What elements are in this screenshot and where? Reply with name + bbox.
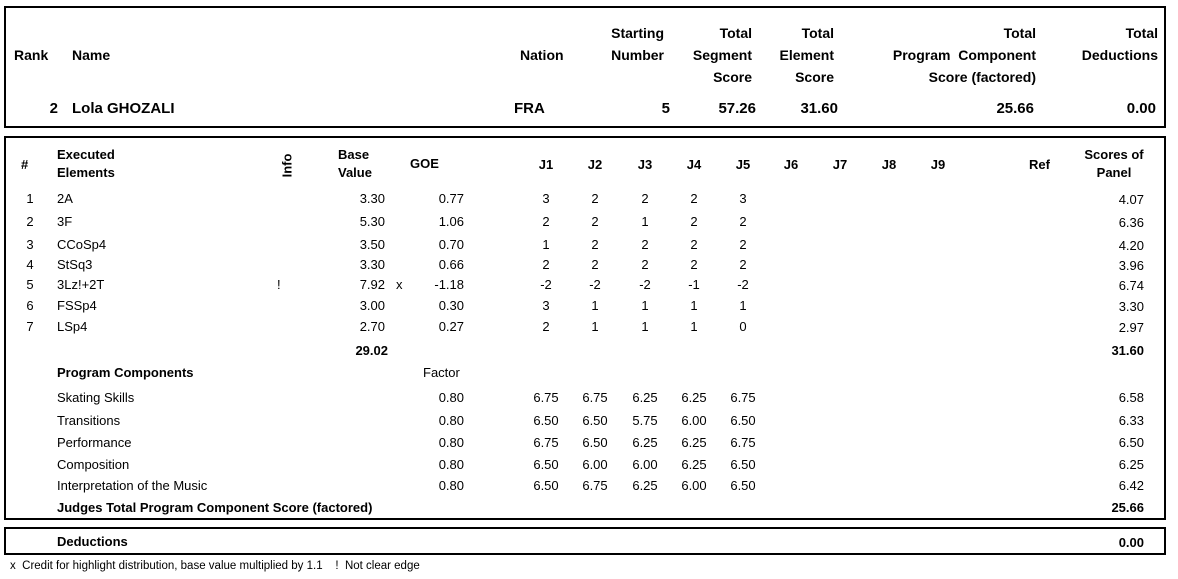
element-number: 1 [26, 191, 34, 206]
component-judge-score: 6.50 [730, 413, 756, 428]
element-panel-score: 6.74 [1118, 278, 1144, 293]
component-judge-score: 6.50 [533, 413, 559, 428]
elements-score-total: 31.60 [1111, 343, 1144, 358]
deductions-label: Deductions [57, 534, 128, 549]
judges-total-pcs-label: Judges Total Program Component Score (factored) [57, 500, 373, 515]
deductions-value: 0.00 [1118, 535, 1144, 550]
component-factor: 0.80 [438, 435, 464, 450]
element-goe: 0.77 [438, 191, 464, 206]
element-panel-score: 2.97 [1118, 320, 1144, 335]
element-goe: 0.30 [438, 298, 464, 313]
element-x-marker: x [396, 277, 403, 292]
element-judge-score: 1 [591, 319, 599, 334]
element-judge-score: 2 [739, 237, 747, 252]
skater-name: Lola GHOZALI [72, 100, 175, 117]
component-judge-score: 6.50 [533, 478, 559, 493]
element-judge-score: 1 [641, 214, 649, 229]
nation-label: Nation [520, 47, 564, 63]
element-judge-score: 3 [739, 191, 747, 206]
deductions-box [4, 527, 1166, 555]
total-deductions-label: Total Deductions [1081, 25, 1158, 63]
element-base-value: 3.00 [359, 298, 385, 313]
element-judge-score: 2 [591, 191, 599, 206]
element-judge-score: 2 [591, 237, 599, 252]
component-judge-score: 6.00 [681, 413, 707, 428]
component-judge-score: 6.25 [632, 478, 658, 493]
element-judge-score: 2 [641, 237, 649, 252]
element-judge-score: 1 [641, 298, 649, 313]
judge-header-3: J3 [637, 157, 653, 172]
element-goe: 0.66 [438, 257, 464, 272]
component-factor: 0.80 [438, 457, 464, 472]
component-judge-score: 6.50 [582, 435, 608, 450]
judge-header-6: J6 [783, 157, 799, 172]
total-element-score-label: Total Element Score [779, 25, 834, 85]
element-name: 3Lz!+2T [57, 277, 105, 292]
element-judge-score: -2 [589, 277, 601, 292]
component-name: Performance [57, 435, 132, 450]
element-judge-score: 1 [739, 298, 747, 313]
element-judge-score: 1 [690, 298, 698, 313]
element-base-value: 3.50 [359, 237, 385, 252]
name-label: Name [72, 47, 111, 63]
total-deductions: 0.00 [1126, 100, 1156, 117]
component-judge-score: 6.50 [533, 457, 559, 472]
element-judge-score: 1 [690, 319, 698, 334]
score-details-box [4, 136, 1166, 520]
component-judge-score: 6.50 [730, 478, 756, 493]
element-goe: 1.06 [438, 214, 464, 229]
judge-header-4: J4 [686, 157, 702, 172]
component-name: Skating Skills [57, 390, 135, 405]
starting-number-label: Starting Number [611, 25, 664, 63]
skater-nation: FRA [514, 100, 545, 117]
component-judge-score: 6.25 [632, 435, 658, 450]
component-factor: 0.80 [438, 478, 464, 493]
scores-of-panel-header: Scores of Panel [1084, 147, 1144, 180]
total-pcs: 25.66 [996, 100, 1034, 117]
element-judge-score: 2 [542, 214, 550, 229]
ref-header: Ref [1029, 157, 1050, 172]
program-components-heading: Program Components [57, 365, 194, 380]
element-name: 3F [57, 214, 73, 229]
rank-label: Rank [14, 47, 49, 63]
component-name: Transitions [57, 413, 121, 428]
element-name: 2A [57, 191, 73, 206]
info-header: Info [279, 153, 295, 178]
element-number: 6 [26, 298, 34, 313]
component-judge-score: 6.00 [681, 478, 707, 493]
component-panel-score: 6.58 [1118, 390, 1144, 405]
component-judge-score: 6.00 [582, 457, 608, 472]
element-judge-score: 2 [591, 214, 599, 229]
component-panel-score: 6.50 [1118, 435, 1144, 450]
element-judge-score: 2 [739, 214, 747, 229]
element-number-header: # [21, 157, 29, 172]
element-panel-score: 4.07 [1118, 192, 1144, 207]
element-judge-score: 2 [690, 237, 698, 252]
element-judge-score: 3 [542, 191, 550, 206]
element-judge-score: 2 [591, 257, 599, 272]
element-judge-score: 1 [591, 298, 599, 313]
judge-header-5: J5 [735, 157, 751, 172]
element-judge-score: 2 [542, 257, 550, 272]
element-name: StSq3 [57, 257, 93, 272]
element-judge-score: 2 [641, 191, 649, 206]
element-panel-score: 4.20 [1118, 238, 1144, 253]
element-number: 5 [26, 277, 34, 292]
component-judge-score: 6.25 [681, 457, 707, 472]
element-name: FSSp4 [57, 298, 97, 313]
skater-rank: 2 [49, 100, 58, 117]
element-base-value: 2.70 [359, 319, 385, 334]
element-name: LSp4 [57, 319, 88, 334]
component-judge-score: 6.50 [582, 413, 608, 428]
element-base-value: 3.30 [359, 257, 385, 272]
component-factor: 0.80 [438, 390, 464, 405]
judge-header-8: J8 [881, 157, 897, 172]
element-info: ! [277, 277, 281, 292]
judge-header-7: J7 [832, 157, 848, 172]
element-goe: 0.70 [438, 237, 464, 252]
component-judge-score: 6.75 [582, 390, 608, 405]
element-panel-score: 3.30 [1118, 299, 1144, 314]
element-judge-score: -1 [688, 277, 700, 292]
judge-header-9: J9 [930, 157, 946, 172]
element-goe: -1.18 [434, 277, 464, 292]
skater-starting-number: 5 [661, 100, 670, 117]
element-judge-score: 2 [739, 257, 747, 272]
component-panel-score: 6.42 [1118, 478, 1144, 493]
element-judge-score: 1 [542, 237, 550, 252]
component-judge-score: 6.00 [632, 457, 658, 472]
factor-heading: Factor [423, 365, 460, 380]
element-judge-score: -2 [737, 277, 749, 292]
element-judge-score: -2 [540, 277, 552, 292]
element-judge-score: 2 [690, 214, 698, 229]
total-segment-score-label: Total Segment Score [692, 25, 752, 85]
element-judge-score: 2 [542, 319, 550, 334]
component-judge-score: 6.75 [533, 390, 559, 405]
element-judge-score: 2 [641, 257, 649, 272]
element-goe: 0.27 [438, 319, 464, 334]
component-panel-score: 6.33 [1118, 413, 1144, 428]
component-judge-score: 6.25 [632, 390, 658, 405]
element-base-value: 5.30 [359, 214, 385, 229]
judges-total-pcs-value: 25.66 [1111, 500, 1144, 515]
component-judge-score: 5.75 [632, 413, 658, 428]
component-judge-score: 6.25 [681, 435, 707, 450]
judge-header-2: J2 [587, 157, 603, 172]
element-number: 7 [26, 319, 34, 334]
component-factor: 0.80 [438, 413, 464, 428]
total-pcs-label: Total Program Component Score (factored) [892, 25, 1036, 85]
executed-elements-header: Executed Elements [57, 147, 115, 180]
legend-footnote: x Credit for highlight distribution, base value multiplied by 1.1 ! Not clear edge [10, 560, 420, 572]
component-judge-score: 6.75 [730, 390, 756, 405]
total-segment-score: 57.26 [718, 100, 756, 117]
element-base-value: 7.92 [359, 277, 385, 292]
element-number: 3 [26, 237, 34, 252]
component-judge-score: 6.25 [681, 390, 707, 405]
base-value-header: Base Value [338, 147, 372, 180]
element-judge-score: 2 [690, 191, 698, 206]
element-panel-score: 6.36 [1118, 215, 1144, 230]
element-judge-score: -2 [639, 277, 651, 292]
element-judge-score: 3 [542, 298, 550, 313]
component-name: Interpretation of the Music [57, 478, 208, 493]
goe-header: GOE [410, 156, 439, 171]
total-element-score: 31.60 [800, 100, 838, 117]
judge-header-1: J1 [538, 157, 554, 172]
component-judge-score: 6.75 [730, 435, 756, 450]
element-panel-score: 3.96 [1118, 258, 1144, 273]
component-judge-score: 6.75 [582, 478, 608, 493]
base-value-total: 29.02 [355, 343, 388, 358]
element-judge-score: 0 [739, 319, 747, 334]
element-name: CCoSp4 [57, 237, 107, 252]
element-number: 4 [26, 257, 34, 272]
element-base-value: 3.30 [359, 191, 385, 206]
component-name: Composition [57, 457, 130, 472]
component-judge-score: 6.50 [730, 457, 756, 472]
element-number: 2 [26, 214, 34, 229]
element-judge-score: 2 [690, 257, 698, 272]
component-judge-score: 6.75 [533, 435, 559, 450]
element-judge-score: 1 [641, 319, 649, 334]
component-panel-score: 6.25 [1118, 457, 1144, 472]
